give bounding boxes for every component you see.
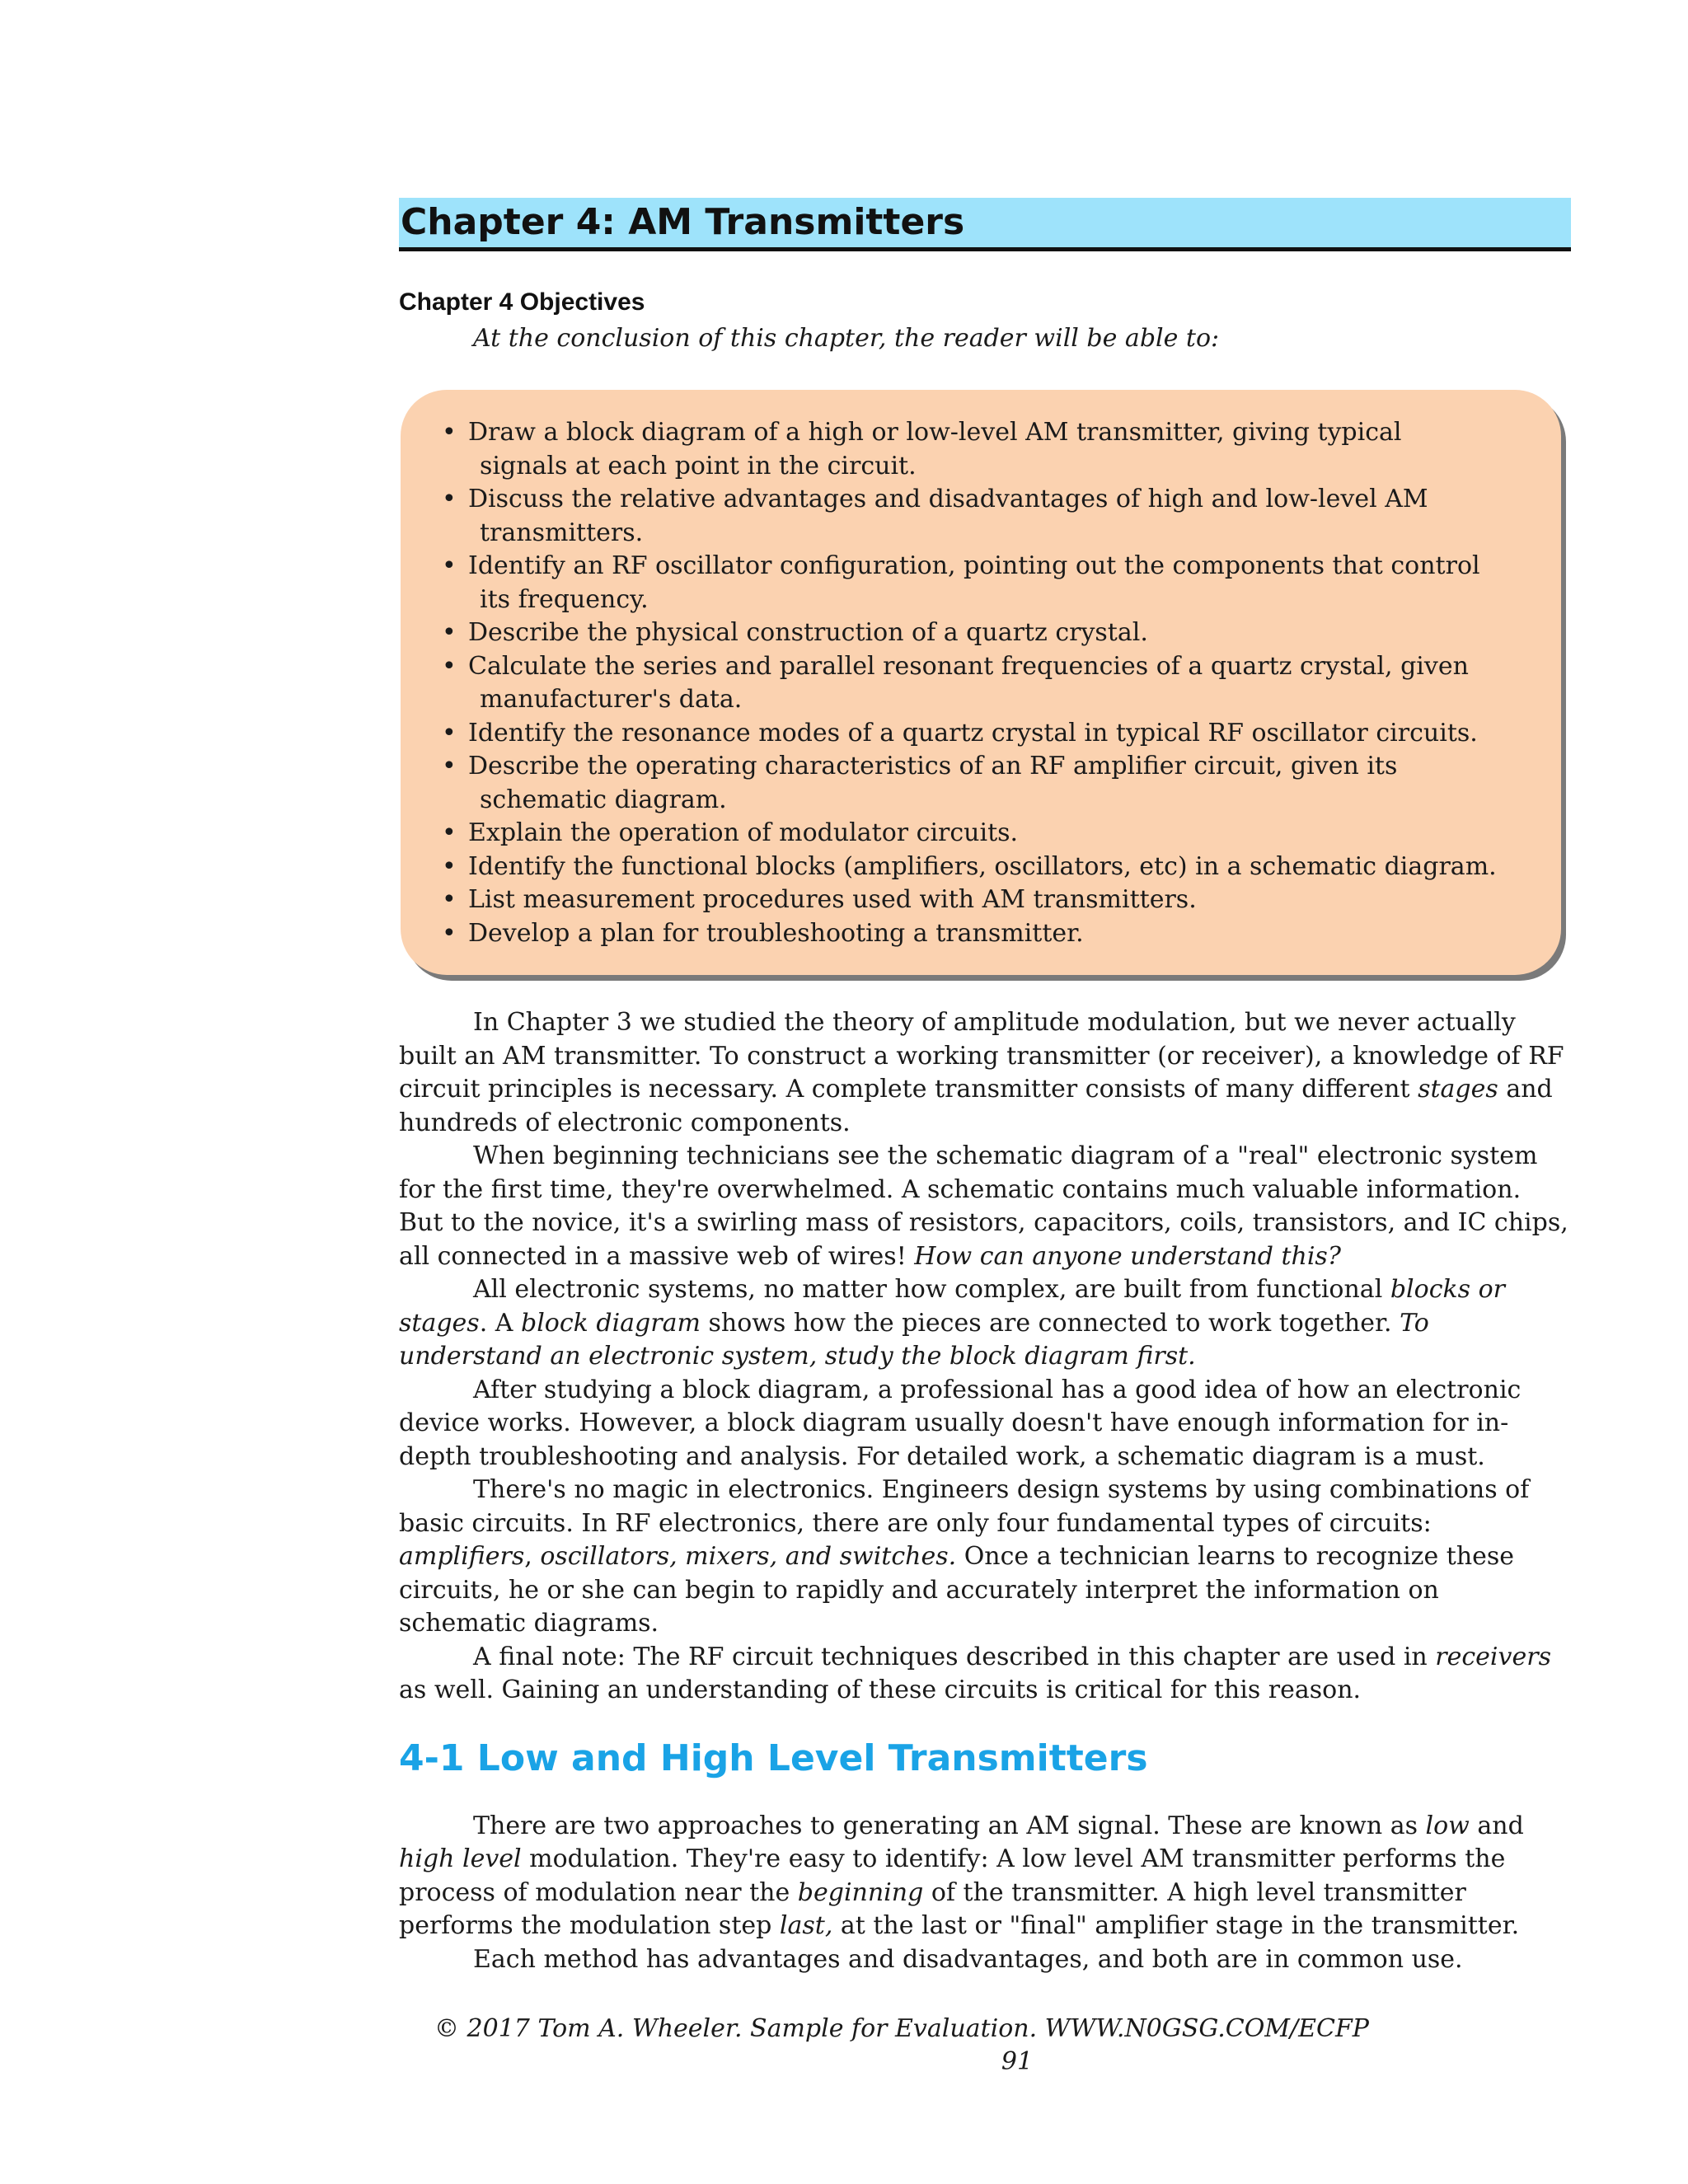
body-paragraph: There's no magic in electronics. Engineers design systems by using combinations of basic circuits. In RF electronics, there are only four fundamental types of circuits: amplifiers, oscillators, mixers, and switches. Once a technician learns to recognize these circuits, he or she can begin to rapidly and accurately interpret the information on schematic diagrams. xyxy=(399,1475,1530,1638)
page-footer xyxy=(0,2013,1688,2079)
body-paragraph: There are two approaches to generating an AM signal. These are known as low and high level modulation. They're easy to identify: A low level AM transmitter performs the process of modulation near the beginning of the transmitter. A high level transmitter performs the modulation step last, at the last or "final" amplifier stage in the transmitter. xyxy=(399,1811,1524,1940)
page-number: 91 xyxy=(1001,2047,1034,2076)
objective-item: • Develop a plan for troubleshooting a transmitter. xyxy=(442,917,1528,951)
objective-item: • Identify the functional blocks (amplifiers, oscillators, etc) in a schematic diagram. xyxy=(442,851,1528,884)
objective-item: • Describe the operating characteristics of an RF amplifier circuit, given its schematic diagram. xyxy=(442,752,1398,814)
bullet-icon: • xyxy=(442,651,457,681)
section-heading: 4-1 Low and High Level Transmitters xyxy=(399,1736,1148,1779)
objectives-intro: At the conclusion of this chapter, the reader will be able to: xyxy=(473,324,1220,353)
bullet-icon: • xyxy=(442,418,457,447)
objectives-box xyxy=(401,390,1561,975)
bullet-icon: • xyxy=(442,551,457,580)
bullet-icon: • xyxy=(442,851,457,881)
bullet-icon: • xyxy=(442,718,457,748)
body-paragraph: In Chapter 3 we studied the theory of amplitude modulation, but we never actually built an AM transmitter. To construct a working transmitter (or receiver), a knowledge of RF circuit principles is necessary. A complete transmitter consists of many different stages and hundreds of electronic components. xyxy=(399,1008,1564,1137)
page-content xyxy=(399,198,1571,1976)
objective-item: • List measurement procedures used with AM transmitters. xyxy=(442,883,1528,917)
copyright-notice: © 2017 Tom A. Wheeler. Sample for Evaluation. WWW.N0GSG.COM/ECFP xyxy=(434,2014,1369,2043)
objective-item: • Calculate the series and parallel resonant frequencies of a quartz crystal, given manufacturer's data. xyxy=(442,651,1469,714)
objective-item: • Identify the resonance modes of a quartz crystal in typical RF oscillator circuits. xyxy=(442,717,1528,751)
objective-item: • Explain the operation of modulator circuits. xyxy=(442,817,1528,851)
bullet-icon: • xyxy=(442,752,457,780)
objectives-heading: Chapter 4 Objectives xyxy=(399,288,645,316)
bullet-icon: • xyxy=(442,885,457,914)
objective-item: • Identify an RF oscillator configuration, pointing out the components that control its frequency. xyxy=(442,551,1480,614)
objective-item: • Discuss the relative advantages and disadvantages of high and low-level AM transmitters. xyxy=(442,485,1428,547)
bullet-icon: • xyxy=(442,918,457,948)
objective-item: • Draw a block diagram of a high or low-level AM transmitter, giving typical signals at each point in the circuit. xyxy=(442,418,1402,480)
body-paragraph: All electronic systems, no matter how complex, are built from functional blocks or stages. A block diagram shows how the pieces are connected to work together. To understand an electronic system, study the block diagram first. xyxy=(399,1275,1506,1371)
bullet-icon: • xyxy=(442,618,457,647)
bullet-icon: • xyxy=(442,485,457,513)
body-paragraph: When beginning technicians see the schematic diagram of a "real" electronic system for the first time, they're overwhelmed. A schematic contains much valuable information. But to the novice, it's a swirling mass of resistors, capacitors, coils, transistors, and IC chips, all connected in a massive web of wires! How can anyone understand this? xyxy=(399,1141,1568,1271)
chapter-title: Chapter 4: AM Transmitters xyxy=(401,201,965,243)
chapter-banner xyxy=(399,198,1571,251)
objectives-list xyxy=(442,416,1528,950)
bullet-icon: • xyxy=(442,818,457,847)
body-paragraph: Each method has advantages and disadvantages, and both are in common use. xyxy=(473,1944,1463,1974)
body-paragraph: A final note: The RF circuit techniques described in this chapter are used in receivers as well. Gaining an understanding of these circuits is critical for this reason. xyxy=(399,1642,1551,1704)
body-paragraph: After studying a block diagram, a professional has a good idea of how an electronic device works. However, a block diagram usually doesn't have enough information for in-depth troubleshooting and analysis. For detailed work, a schematic diagram is a must. xyxy=(399,1375,1522,1471)
objective-item: • Describe the physical construction of a quartz crystal. xyxy=(442,616,1528,650)
